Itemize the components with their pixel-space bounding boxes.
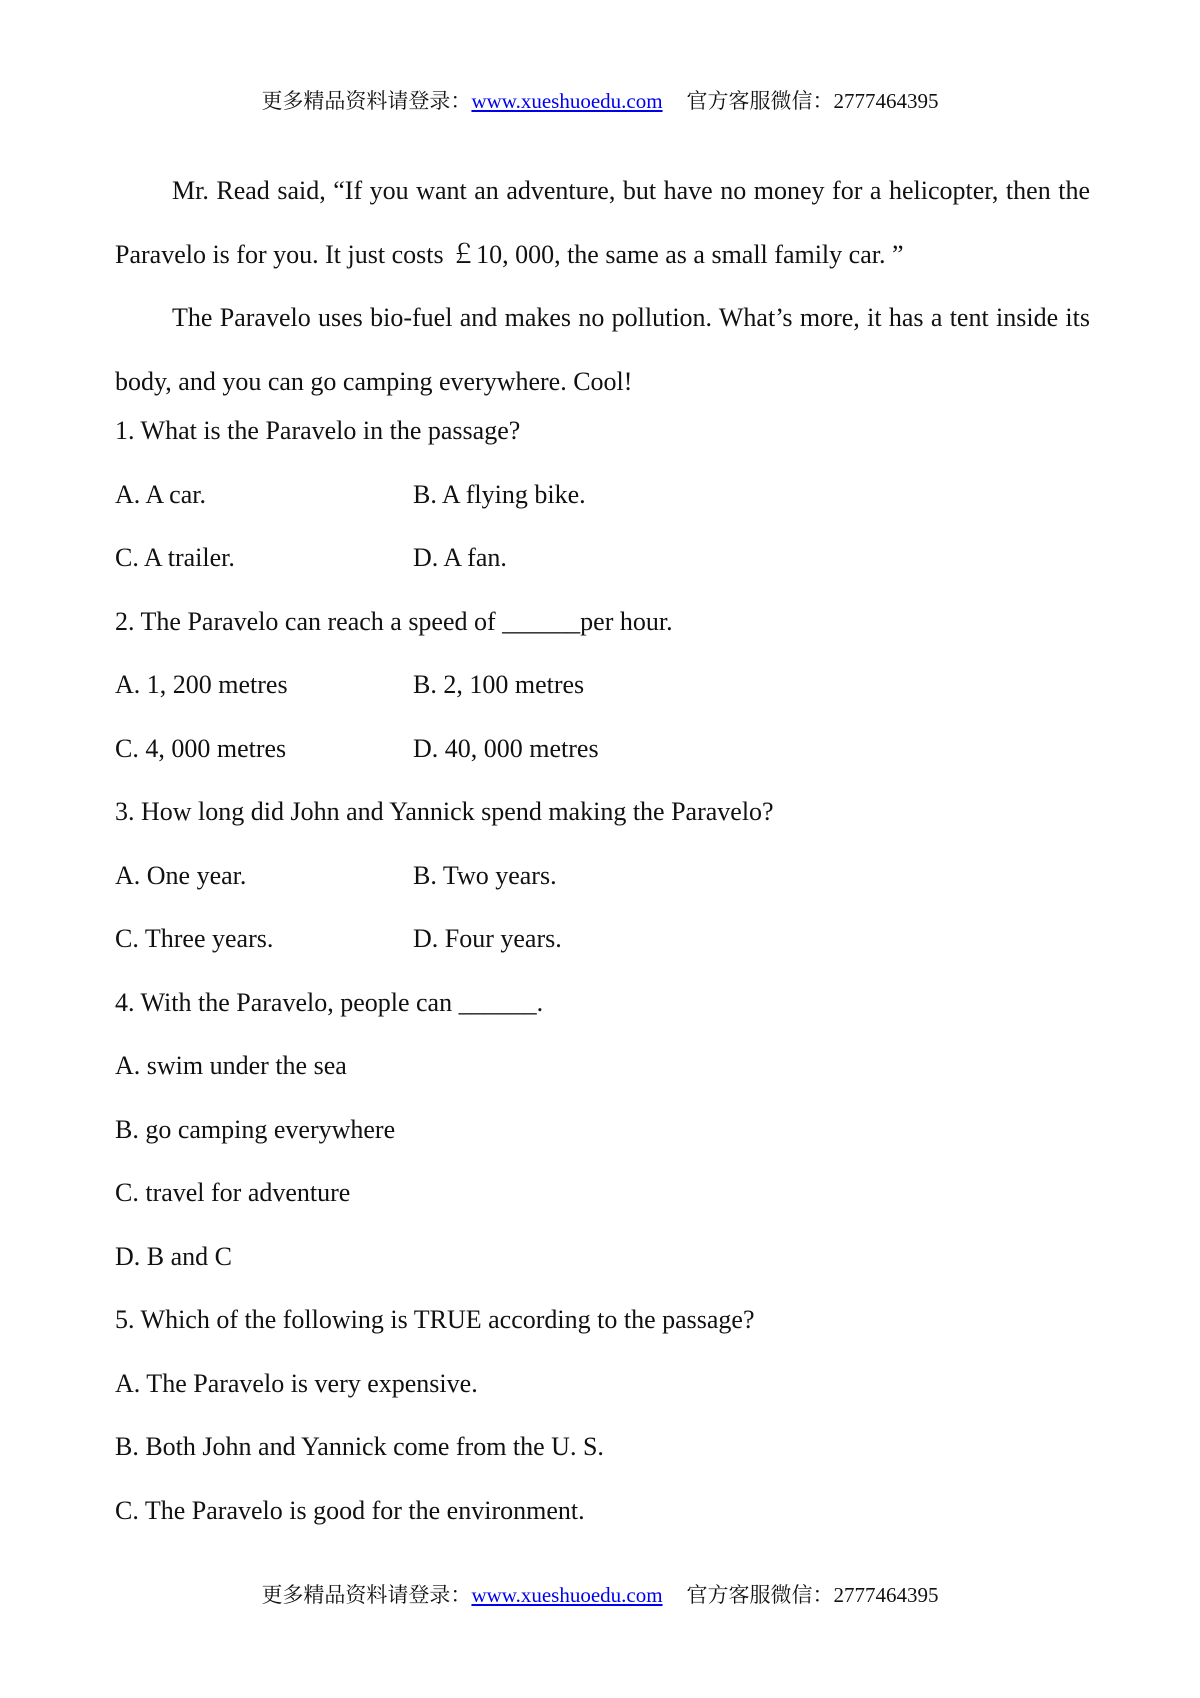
question-2-stem: 2. The Paravelo can reach a speed of ______per hour. — [115, 606, 673, 636]
question-3-options-row — [115, 858, 1090, 922]
header-service-text: 官方客服微信：2777464395 — [686, 89, 939, 113]
footer-website-link[interactable]: www.xueshuoedu.com — [471, 1583, 663, 1607]
question-4-stem: 4. With the Paravelo, people can ______. — [115, 987, 544, 1017]
option-d: D. B and C — [115, 1241, 232, 1271]
question-5-stem: 5. Which of the following is TRUE according to the passage? — [115, 1305, 755, 1334]
question-2-options-row — [115, 731, 1090, 795]
question-3-options-row — [115, 921, 1090, 985]
passage-paragraph: Mr. Read said, “If you want an adventure, but have no money for a helicopter, then the Paravelo is for you. It just costs ￡10, 000, the same as a small family car. ” — [115, 176, 1090, 269]
option-a: A. swim under the sea — [115, 1051, 347, 1080]
option-d: D. A fan. — [413, 543, 507, 572]
option-b: B. go camping everywhere — [115, 1114, 396, 1144]
page-header — [0, 88, 1200, 114]
footer-service-text: 官方客服微信：2777464395 — [686, 1583, 939, 1607]
option-d: D. 40, 000 metres — [413, 733, 599, 763]
footer-prefix: 更多精品资料请登录： — [261, 1583, 472, 1607]
option-b: B. Two years. — [413, 860, 557, 890]
page-footer — [0, 1582, 1200, 1608]
option-b: B. 2, 100 metres — [413, 670, 585, 699]
option-d: D. Four years. — [413, 924, 562, 953]
option-a: A. One year. — [115, 860, 247, 890]
option-c: C. Three years. — [115, 924, 274, 953]
option-c: C. 4, 000 metres — [115, 733, 287, 763]
option-a: A. The Paravelo is very expensive. — [115, 1368, 478, 1398]
option-a: A. A car. — [115, 479, 206, 509]
question-1-options-row — [115, 477, 1090, 541]
option-a: A. 1, 200 metres — [115, 670, 288, 699]
question-1-options-row — [115, 540, 1090, 604]
header-prefix: 更多精品资料请登录： — [261, 89, 472, 113]
option-c: C. A trailer. — [115, 543, 235, 572]
question-1-stem: 1. What is the Paravelo in the passage? — [115, 416, 521, 445]
page-content — [115, 159, 1090, 1556]
question-2-options-row — [115, 667, 1090, 731]
option-c: C. travel for adventure — [115, 1178, 351, 1207]
option-c: C. The Paravelo is good for the environment. — [115, 1495, 585, 1525]
passage-paragraph: The Paravelo uses bio-fuel and makes no pollution. What’s more, it has a tent inside its body, and you can go camping everywhere. Cool! — [115, 303, 1090, 396]
option-b: B. Both John and Yannick come from the U. S. — [115, 1432, 604, 1461]
question-3-stem: 3. How long did John and Yannick spend making the Paravelo? — [115, 797, 774, 826]
header-website-link[interactable]: www.xueshuoedu.com — [471, 89, 663, 113]
option-b: B. A flying bike. — [413, 479, 586, 509]
